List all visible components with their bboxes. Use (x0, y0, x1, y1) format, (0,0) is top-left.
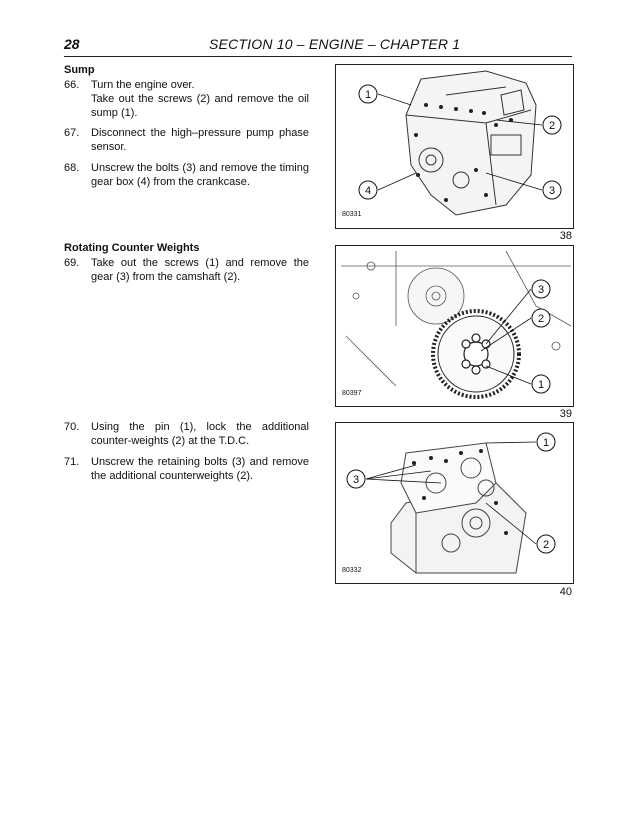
step-66 (64, 78, 309, 120)
page-header (64, 32, 572, 57)
step-number: 71. (64, 456, 80, 468)
step-71 (64, 455, 309, 483)
figure-code: 80331 (342, 211, 362, 218)
step-number: 70. (64, 421, 80, 433)
step-text: Using the pin (1), lock the additional counter-weights (2) at the T.D.C. (91, 421, 309, 447)
engine-block-illustration (336, 65, 573, 228)
callout-label: 2 (548, 120, 556, 132)
figure-number: 40 (559, 586, 572, 598)
step-text: Disconnect the high–pressure pump phase sensor. (91, 127, 309, 153)
step-text: Unscrew the bolts (3) and remove the timing gear box (4) from the crankcase. (91, 162, 309, 188)
step-text: Unscrew the retaining bolts (3) and remove the additional counterweights (2). (91, 456, 309, 482)
callout-label: 2 (542, 539, 550, 551)
callout-label: 3 (548, 185, 556, 197)
callout-label: 2 (537, 313, 545, 325)
figure-code: 80332 (342, 567, 362, 574)
step-text: Take out the screws (1) and remove the gear (3) from the camshaft (2). (91, 257, 309, 283)
figure-code: 80397 (342, 390, 362, 397)
step-67 (64, 126, 309, 154)
step-69 (64, 256, 309, 284)
figure-40-counterweights (335, 422, 574, 584)
gear-illustration (336, 246, 573, 406)
figure-38-engine-sump (335, 64, 574, 229)
section-heading-rotating-counter-weights: Rotating Counter Weights (64, 242, 200, 254)
callout-label: 3 (537, 284, 545, 296)
section-title: SECTION 10 – ENGINE – CHAPTER 1 (209, 36, 461, 52)
step-number: 68. (64, 162, 80, 174)
figure-number: 39 (559, 408, 572, 420)
step-number: 67. (64, 127, 80, 139)
section-heading-sump: Sump (64, 64, 95, 76)
counterweight-illustration (336, 423, 573, 583)
step-number: 66. (64, 79, 80, 91)
callout-label: 3 (352, 474, 360, 486)
step-text: Take out the screws (2) and remove the oil sump (1). (91, 93, 309, 119)
callout-label: 1 (537, 379, 545, 391)
callout-label: 1 (542, 437, 550, 449)
page-number: 28 (64, 36, 80, 52)
figure-number: 38 (559, 230, 572, 242)
step-number: 69. (64, 257, 80, 269)
figure-39-counterweight-gear (335, 245, 574, 407)
callout-label: 4 (364, 185, 372, 197)
callout-label: 1 (364, 89, 372, 101)
step-68 (64, 161, 309, 189)
step-text: Turn the engine over. (91, 79, 195, 91)
step-70 (64, 420, 309, 448)
